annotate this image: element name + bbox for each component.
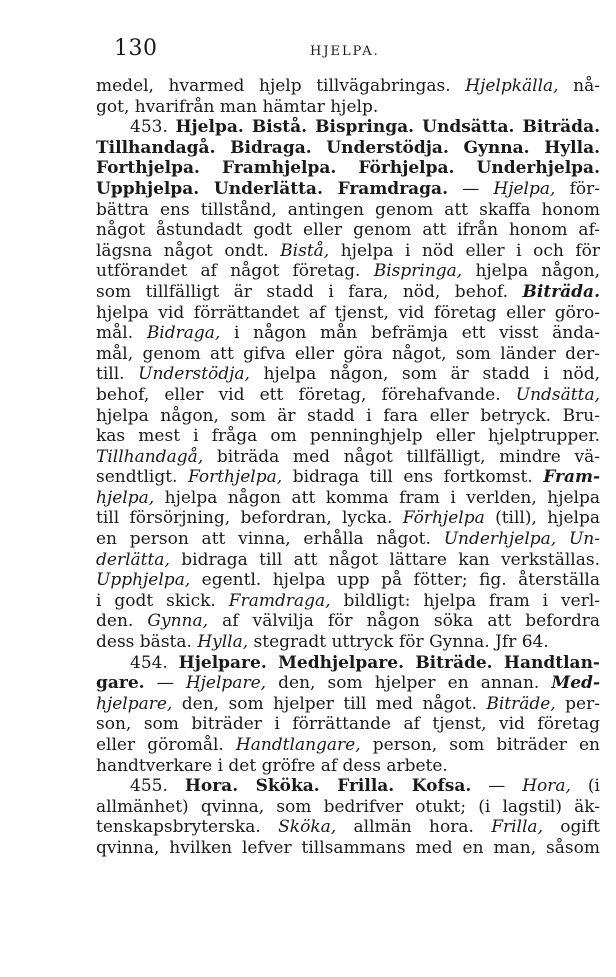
text-line — [96, 797, 600, 818]
text-segment: handtverkare i det gröfre af dess arbete. — [96, 755, 448, 776]
text-line — [96, 220, 600, 241]
text-segment: stegradt uttryck för Gynna. Jfr 64. — [248, 632, 549, 653]
text-line — [96, 611, 600, 632]
text-segment: en person att vinna, erhålla något. — [96, 529, 444, 550]
text-segment: — — [471, 776, 523, 797]
text-line — [96, 117, 600, 138]
text-segment: allmän hora. — [336, 817, 492, 838]
text-line — [96, 735, 600, 756]
term-segment: Med- — [551, 673, 600, 694]
text-segment: i godt skick. — [96, 590, 229, 611]
text-segment: kas mest i fråga om penninghjelp eller hjelptrupper. — [96, 426, 600, 447]
book-page — [96, 36, 600, 859]
term-segment: Forthjelpa. Framhjelpa. Förhjelpa. Underhjelpa. — [96, 158, 600, 179]
term-segment: Framdraga, — [228, 590, 331, 611]
text-segment: till försörjning, befordran, lycka. — [96, 508, 403, 529]
term-segment: Förhjelpa — [402, 508, 485, 529]
text-segment: (till), hjelpa — [484, 508, 600, 529]
page-number: 130 — [114, 36, 158, 61]
running-head: HJELPA. — [310, 44, 380, 59]
text-line — [96, 673, 600, 694]
text-segment: person, som biträder en — [360, 735, 600, 755]
text-line — [96, 179, 600, 200]
text-segment: till. — [96, 364, 139, 385]
text-line — [96, 158, 600, 179]
text-line — [96, 529, 600, 550]
text-line — [96, 385, 600, 406]
term-segment: Tillhandagå. Bidraga. Understödja. Gynna. Hylla. — [96, 137, 600, 158]
term-segment: Undsätta, — [515, 384, 600, 405]
text-line — [96, 817, 600, 838]
text-line — [96, 426, 600, 447]
text-segment: 455. — [130, 776, 185, 797]
text-line — [96, 550, 600, 571]
text-segment: bättra ens tillstånd, antingen genom att skaffa honom — [96, 199, 600, 220]
term-segment: Bidraga, — [146, 323, 221, 344]
term-segment: Hjelpa. Bistå. Bispringa. Undsätta. Biträda. — [175, 117, 600, 138]
text-segment: dess bästa. — [96, 632, 198, 653]
term-segment: Hjelpare. Medhjelpare. Biträde. Handtlan- — [178, 652, 600, 673]
term-segment: Gynna, — [147, 611, 209, 632]
term-segment: Hjelpkälla, — [465, 76, 559, 96]
text-segment: — — [448, 178, 494, 199]
text-segment: ogift — [542, 817, 600, 838]
text-line — [96, 508, 600, 529]
text-line — [96, 200, 600, 221]
text-segment: hjelpa någon att komma fram i verlden, hjelpa — [154, 487, 600, 508]
text-segment: utförandet af något företag. — [96, 261, 374, 282]
text-line — [96, 838, 600, 859]
term-segment: Bispringa, — [373, 261, 463, 282]
term-segment: Hjelpa, — [493, 178, 556, 199]
text-segment: per- — [555, 693, 600, 714]
text-segment: hjelpa någon, som är stadd i nöd, — [249, 364, 600, 385]
text-segment: hjelpa vid förrättandet af tjenst, vid företag eller göro- — [96, 302, 600, 323]
text-segment: sendtligt. — [96, 467, 188, 488]
text-segment: behof, eller vid ett företag, förehafvande. — [96, 384, 516, 405]
text-line — [96, 76, 600, 97]
term-segment: Sköka, — [278, 817, 337, 838]
text-segment: mål, genom att gifva eller göra något, som länder der- — [96, 343, 600, 364]
text-segment: den, som hjelper till med något. — [172, 693, 487, 714]
text-line — [96, 632, 600, 653]
text-line — [96, 138, 600, 159]
text-line — [96, 591, 600, 612]
text-segment: i någon mån befrämja ett visst ända- — [220, 323, 600, 344]
text-line — [96, 756, 600, 777]
term-segment: Upphjelpa, — [96, 570, 191, 591]
text-segment: den, som hjelper en annan. — [266, 673, 552, 694]
text-segment: medel, hvarmed hjelp tillvägabringas. — [96, 76, 466, 96]
term-segment: Bistå, — [280, 240, 330, 261]
text-line — [96, 776, 600, 797]
term-segment: derlätta, — [96, 549, 170, 570]
text-segment: (i — [570, 776, 600, 797]
text-line — [96, 282, 600, 303]
text-segment: 453. — [130, 117, 176, 138]
text-segment: för- — [555, 178, 600, 199]
text-line — [96, 653, 600, 674]
text-line — [96, 570, 600, 591]
text-line — [96, 323, 600, 344]
text-line — [96, 694, 600, 715]
text-segment: egentl. hjelpa upp på fötter; fig. återställa — [190, 570, 600, 591]
text-segment: bildligt: hjelpa fram i verl- — [330, 590, 600, 611]
text-line — [96, 303, 600, 324]
term-segment: Handtlangare, — [235, 735, 361, 755]
text-line — [96, 241, 600, 262]
term-segment: Frilla, — [491, 817, 543, 838]
term-segment: Biträda. — [522, 281, 600, 302]
term-segment: Tillhandagå, — [96, 446, 204, 467]
term-segment: Hora. Sköka. Frilla. Kofsa. — [184, 776, 472, 797]
text-segment: den. — [96, 611, 148, 632]
text-segment: mål. — [96, 323, 147, 344]
term-segment: Forthjelpa, — [187, 467, 283, 488]
text-segment: något åstundadt godt eller genom att ifrån honom af- — [96, 220, 600, 241]
text-segment: eller göromål. — [96, 735, 236, 755]
text-line — [96, 364, 600, 385]
term-segment: Hylla, — [197, 632, 249, 653]
text-segment: son, som biträder i förrättande af tjenst, vid företag — [96, 714, 600, 735]
term-segment: Understödja, — [138, 364, 250, 385]
term-segment: Hora, — [522, 776, 571, 797]
text-line — [96, 488, 600, 509]
text-segment: bidraga till att något lättare kan verkställas. — [169, 549, 600, 570]
text-segment: hjelpa i nöd eller i och för — [329, 240, 600, 261]
text-segment: nå- — [558, 76, 600, 96]
term-segment: Biträde, — [486, 693, 556, 714]
text-line — [96, 344, 600, 365]
term-segment: Underhjelpa, Un- — [443, 529, 600, 550]
text-segment: qvinna, hvilken lefver tillsammans med en man, såsom — [96, 837, 600, 858]
term-segment: hjelpare, — [96, 693, 173, 714]
term-segment: gare. — [96, 673, 145, 694]
text-segment: hjelpa någon, — [462, 261, 600, 282]
text-segment: bidraga till ens fortkomst. — [282, 467, 544, 488]
text-segment: af välvilja för någon söka att befordra — [208, 611, 600, 632]
text-line — [96, 97, 600, 118]
text-segment: biträda med något tillfälligt, mindre vä- — [203, 446, 600, 467]
text-segment: got, hvarifrån man hämtar hjelp. — [96, 96, 379, 117]
term-segment: Hjelpare, — [185, 673, 267, 694]
text-line — [96, 406, 600, 427]
term-segment: hjelpa, — [96, 487, 155, 508]
text-segment: — — [144, 673, 186, 694]
term-segment: Fram- — [543, 467, 600, 488]
text-segment: hjelpa någon, som är stadd i fara eller betryck. Bru- — [96, 405, 600, 426]
text-segment: 454. — [130, 652, 179, 673]
text-segment: som tillfälligt är stadd i fara, nöd, behof. — [96, 281, 523, 302]
text-line — [96, 447, 600, 468]
text-segment: tenskapsbryterska. — [96, 817, 279, 838]
body-text — [96, 76, 600, 859]
text-segment: lägsna något ondt. — [96, 240, 281, 261]
text-line — [96, 467, 600, 488]
page-header — [96, 36, 600, 76]
text-segment: allmänhet) qvinna, som bedrifver otukt; (i lagstil) äk- — [96, 796, 600, 817]
text-line — [96, 261, 600, 282]
term-segment: Upphjelpa. Underlätta. Framdraga. — [96, 178, 448, 199]
text-line — [96, 714, 600, 735]
